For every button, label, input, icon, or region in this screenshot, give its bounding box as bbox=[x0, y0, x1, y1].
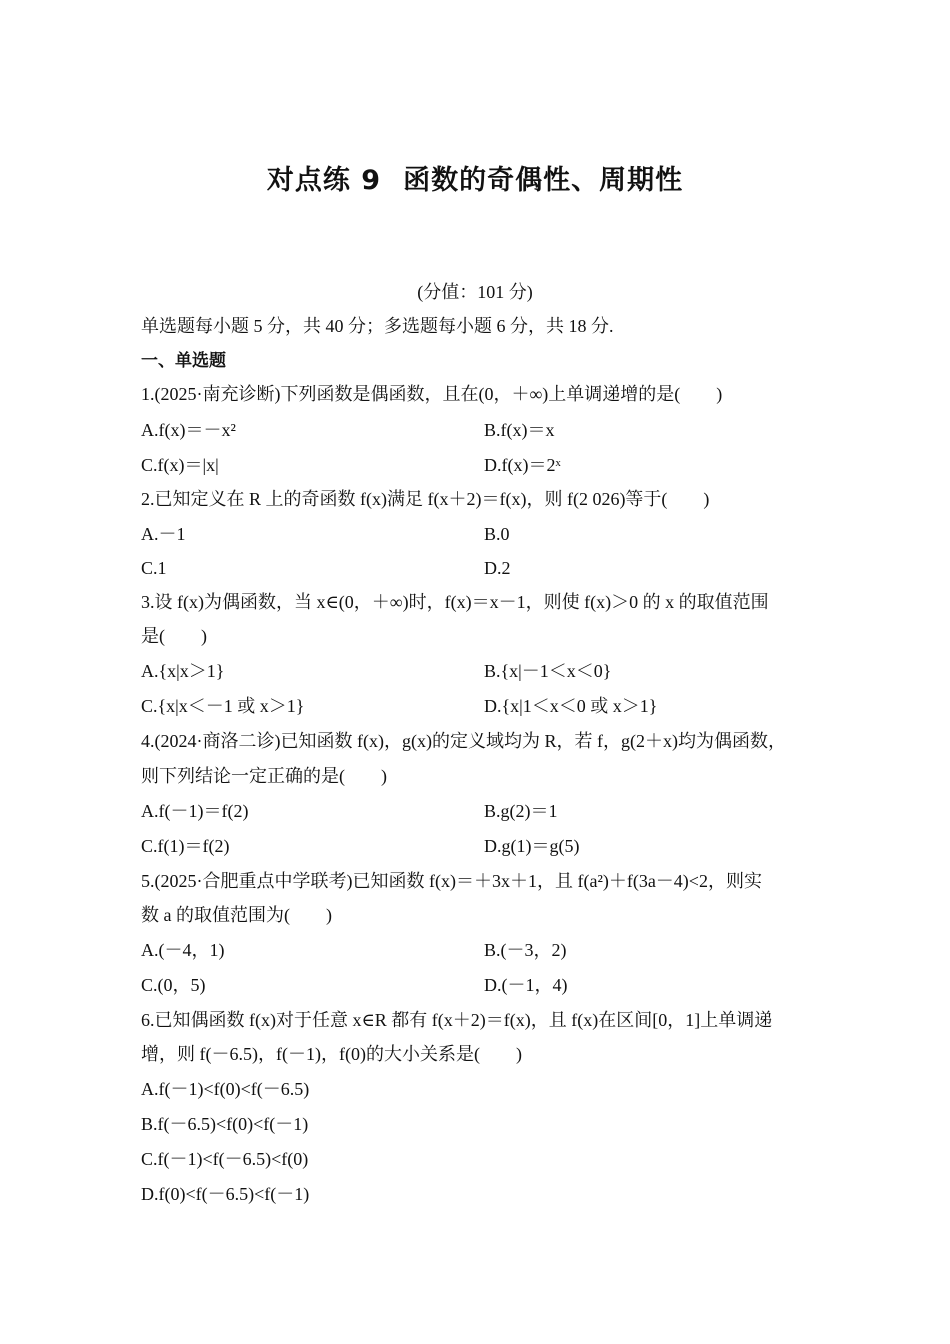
q1-option-c: C.f(x)＝|x| bbox=[141, 455, 219, 475]
instructions: 单选题每小题 5 分，共 40 分；多选题每小题 6 分，共 18 分. bbox=[141, 316, 614, 336]
q5-stem-line1: 5.(2025·合肥重点中学联考)已知函数 f(x)＝＋3x＋1，且 f(a²)＋f(3a－4)<2，则实 bbox=[141, 871, 762, 891]
q4-stem-line2: 则下列结论一定正确的是( ) bbox=[141, 766, 387, 786]
q4-stem-line1: 4.(2024·商洛二诊)已知函数 f(x)，g(x)的定义域均为 R，若 f，g(2＋x)均为偶函数， bbox=[141, 731, 786, 751]
q6-stem-line1: 6.已知偶函数 f(x)对于任意 x∈R 都有 f(x＋2)＝f(x)，且 f(x)在区间[0，1]上单调递 bbox=[141, 1010, 773, 1030]
score-note: (分值：101 分) bbox=[417, 282, 533, 302]
q1-option-b: B.f(x)＝x bbox=[484, 420, 555, 440]
q6-option-a: A.f(－1)<f(0)<f(－6.5) bbox=[141, 1079, 310, 1099]
q4-option-a: A.f(－1)＝f(2) bbox=[141, 801, 249, 821]
q1-stem-close: ) bbox=[716, 384, 723, 404]
q5-option-c: C.(0，5) bbox=[141, 975, 206, 995]
q1-stem-text: 1.(2025·南充诊断)下列函数是偶函数，且在(0，＋∞)上单调递增的是( bbox=[141, 384, 681, 404]
q4-option-d: D.g(1)＝g(5) bbox=[484, 836, 580, 856]
q1-option-a: A.f(x)＝－x² bbox=[141, 420, 236, 440]
q5-option-b: B.(－3，2) bbox=[484, 940, 567, 960]
title-part2: 函数的奇偶性、周期性 bbox=[403, 165, 684, 196]
q3-stem-line1: 3.设 f(x)为偶函数，当 x∈(0，＋∞)时，f(x)＝x－1，则使 f(x)＞0 的 x 的取值范围 bbox=[141, 592, 769, 612]
q2-option-a: A.－1 bbox=[141, 524, 186, 544]
q5-option-d: D.(－1，4) bbox=[484, 975, 568, 995]
q6-option-c: C.f(－1)<f(－6.5)<f(0) bbox=[141, 1149, 309, 1169]
q4-option-c: C.f(1)＝f(2) bbox=[141, 836, 230, 856]
q6-option-d: D.f(0)<f(－6.5)<f(－1) bbox=[141, 1184, 310, 1204]
page-title bbox=[0, 158, 950, 197]
title-part1: 对点练 9 bbox=[266, 165, 382, 196]
q2-option-d: D.2 bbox=[484, 558, 511, 578]
q3-stem-line2: 是( ) bbox=[141, 626, 207, 646]
q2-stem: 2.已知定义在 R 上的奇函数 f(x)满足 f(x＋2)＝f(x)，则 f(2 026)等于( ) bbox=[141, 489, 710, 509]
q2-option-c: C.1 bbox=[141, 558, 167, 578]
q3-option-d: D.{x|1＜x＜0 或 x＞1} bbox=[484, 696, 658, 716]
q5-stem-line2: 数 a 的取值范围为( ) bbox=[141, 905, 332, 925]
q1-stem bbox=[141, 382, 722, 406]
section-heading: 一、单选题 bbox=[141, 351, 226, 371]
q6-option-b: B.f(－6.5)<f(0)<f(－1) bbox=[141, 1114, 309, 1134]
q1-option-d: D.f(x)＝2ˣ bbox=[484, 455, 561, 475]
q3-option-b: B.{x|－1＜x＜0} bbox=[484, 661, 612, 681]
q6-stem-line2: 增，则 f(－6.5)，f(－1)，f(0)的大小关系是( ) bbox=[141, 1044, 522, 1064]
q2-option-b: B.0 bbox=[484, 524, 510, 544]
q4-option-b: B.g(2)＝1 bbox=[484, 801, 558, 821]
q3-option-a: A.{x|x＞1} bbox=[141, 661, 225, 681]
q5-option-a: A.(－4，1) bbox=[141, 940, 225, 960]
q3-option-c: C.{x|x＜－1 或 x＞1} bbox=[141, 696, 305, 716]
